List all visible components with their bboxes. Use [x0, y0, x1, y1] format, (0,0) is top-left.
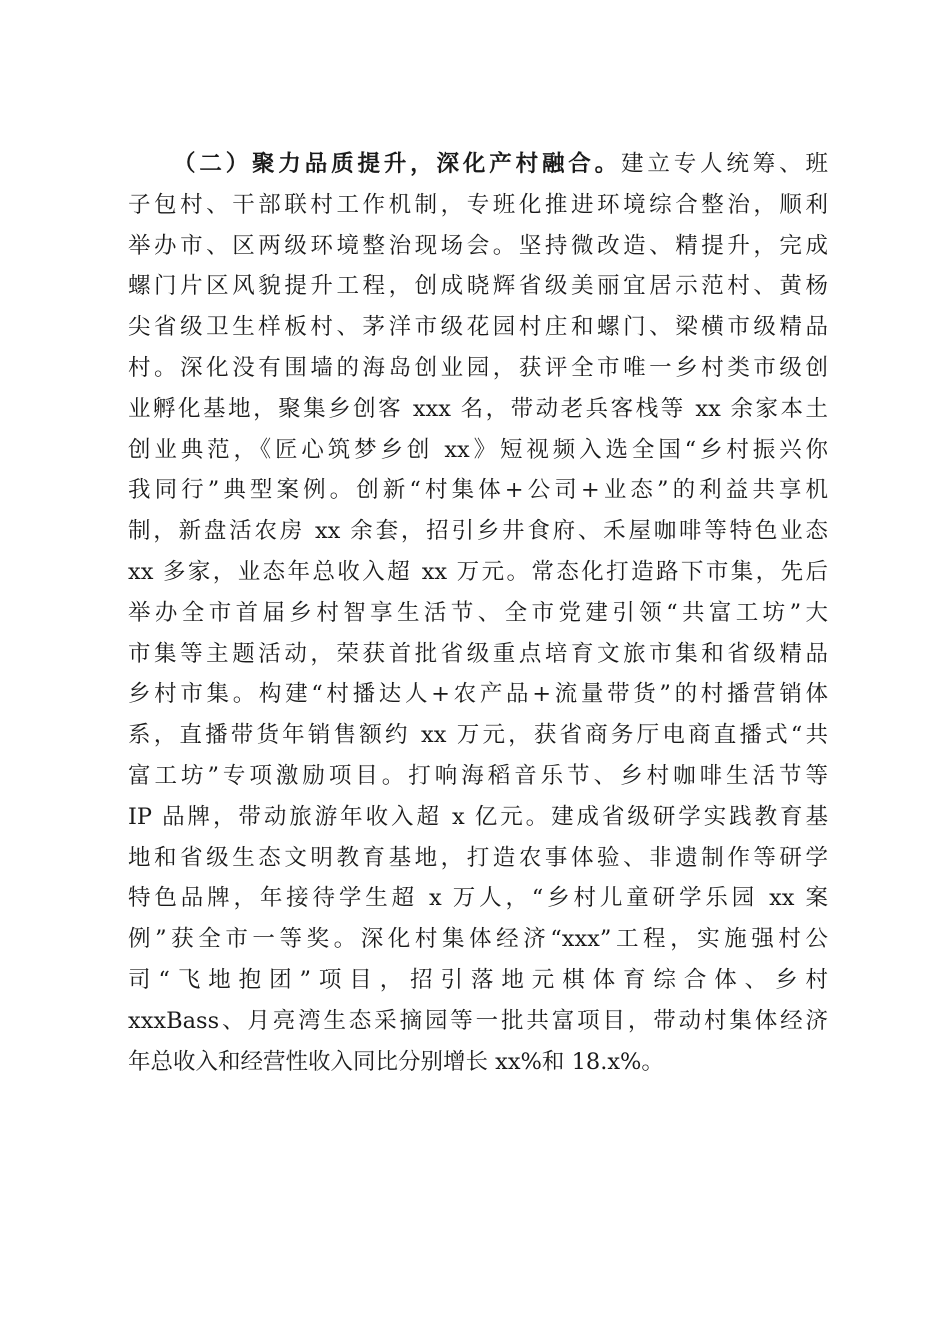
paragraph-line-2: 子包村、干部联村工作机制，专班化推进环境综合整治，顺利: [128, 191, 828, 218]
paragraph-line-15: 系，直播带货年销售额约 xx 万元，获省商务厅电商直播式“共: [128, 722, 828, 749]
paragraph-line-3: 举办市、区两级环境整治现场会。坚持微改造、精提升，完成: [128, 232, 828, 259]
paragraph-line-11: xx 多家，业态年总收入超 xx 万元。常态化打造路下市集，先后: [128, 558, 828, 585]
paragraph-line-4: 螺门片区风貌提升工程，创成晓辉省级美丽宜居示范村、黄杨: [128, 273, 828, 300]
paragraph-line-9: 我同行”典型案例。创新“村集体+公司+业态”的利益共享机: [128, 477, 828, 504]
paragraph-line-17: IP 品牌，带动旅游年收入超 x 亿元。建成省级研学实践教育基: [128, 803, 828, 830]
paragraph-line-20: 例”获全市一等奖。深化村集体经济“xxx”工程，实施强村公: [128, 926, 828, 953]
paragraph-line-8: 创业典范，《匠心筑梦乡创 xx》短视频入选全国“乡村振兴你: [128, 436, 828, 463]
paragraph-line-14: 乡村市集。构建“村播达人+农产品+流量带货”的村播营销体: [128, 681, 828, 708]
paragraph-line-10: 制，新盘活农房 xx 余套，招引乡井食府、禾屋咖啡等特色业态: [128, 518, 828, 545]
section-heading: （二）聚力品质提升，深化产村融合。: [173, 151, 621, 177]
paragraph-line-21: 司“飞地抱团”项目，招引落地元棋体育综合体、乡村: [128, 966, 828, 993]
paragraph-line-22: xxxBass、月亮湾生态采摘园等一批共富项目，带动村集体经济: [128, 1007, 828, 1034]
paragraph-line-7: 业孵化基地，聚集乡创客 xxx 名，带动老兵客栈等 xx 余家本土: [128, 395, 828, 422]
paragraph-line-16: 富工坊”专项激励项目。打响海稻音乐节、乡村咖啡生活节等: [128, 762, 828, 789]
paragraph-line-5: 尖省级卫生样板村、茅洋市级花园村庄和螺门、梁横市级精品: [128, 314, 828, 341]
paragraph-line-19: 特色品牌，年接待学生超 x 万人，“乡村儿童研学乐园 xx 案: [128, 885, 828, 912]
paragraph-line-1: [128, 144, 828, 185]
paragraph-line-6: 村。深化没有围墙的海岛创业园，获评全市唯一乡村类市级创: [128, 354, 828, 381]
paragraph-line-12: 举办全市首届乡村智享生活节、全市党建引领“共富工坊”大: [128, 599, 828, 626]
paragraph-line-13: 市集等主题活动，荣获首批省级重点培育文旅市集和省级精品: [128, 640, 828, 667]
body-paragraph: [128, 144, 828, 1082]
paragraph-line-23: 年总收入和经营性收入同比分别增长 xx%和 18.x%。: [128, 1048, 664, 1075]
paragraph-line-18: 地和省级生态文明教育基地，打造农事体验、非遗制作等研学: [128, 844, 828, 871]
paragraph-line-1-text: 建立专人统筹、班: [621, 151, 828, 177]
